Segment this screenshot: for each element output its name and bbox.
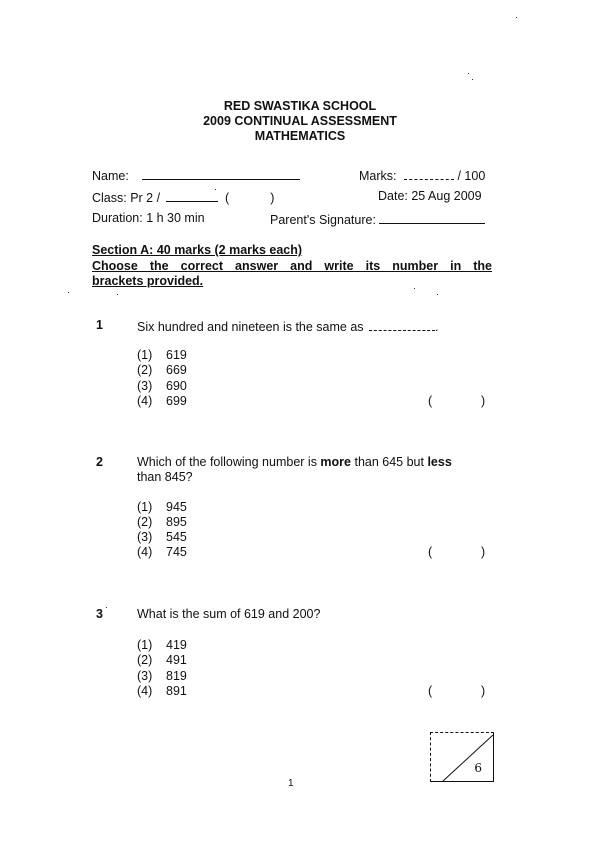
option-label: (4) [137, 394, 153, 408]
question-text: What is the sum of 619 and 200? [137, 607, 321, 621]
section-instruction-line1: Choose the correct answer and write its number in the [92, 259, 492, 273]
option-item [137, 545, 187, 559]
option-value: 491 [166, 653, 187, 667]
marks-label: Marks: [359, 169, 397, 183]
option-label: (2) [137, 363, 153, 377]
question-text [137, 455, 452, 469]
speck [117, 294, 118, 295]
section-title: Section A: 40 marks (2 marks each) [92, 243, 303, 257]
speck [516, 17, 517, 18]
exam-title: 2009 CONTINUAL ASSESSMENT [203, 114, 397, 128]
class-paren-open: ( [225, 191, 230, 205]
signature-blank[interactable] [379, 211, 485, 224]
marks-total: / 100 [457, 169, 486, 183]
answer-bracket-close: ) [481, 684, 486, 698]
question-1-text: Six hundred and nineteen is the same as [137, 320, 364, 334]
answer-blank [369, 318, 435, 331]
option-value: 819 [166, 669, 187, 683]
option-item [137, 515, 187, 529]
answer-bracket-open: ( [428, 545, 433, 559]
option-value: 619 [166, 348, 187, 362]
question-text-part: Which of the following number is [137, 455, 321, 469]
speck [414, 288, 415, 289]
option-value: 699 [166, 394, 187, 408]
name-blank[interactable] [142, 167, 300, 180]
signature-label: Parent's Signature: [270, 213, 376, 227]
option-item [137, 363, 187, 377]
score-box [430, 732, 494, 782]
speck [437, 294, 438, 295]
option-item [137, 638, 187, 652]
option-label: (3) [137, 530, 153, 544]
exam-date: Date: 25 Aug 2009 [378, 189, 482, 203]
option-label: (3) [137, 669, 153, 683]
school-name: RED SWASTIKA SCHOOL [223, 99, 377, 113]
question-number: 2 [96, 455, 103, 469]
question-number: 3 [96, 607, 103, 621]
option-value: 945 [166, 500, 187, 514]
answer-bracket-close: ) [481, 394, 486, 408]
speck [106, 607, 107, 608]
answer-bracket-open: ( [428, 684, 433, 698]
duration: Duration: 1 h 30 min [92, 211, 205, 225]
option-label: (4) [137, 545, 153, 559]
option-value: 745 [166, 545, 187, 559]
name-label: Name: [92, 169, 129, 183]
question-number: 1 [96, 318, 103, 332]
question-text-part: than 645 but [351, 455, 428, 469]
option-item [137, 669, 187, 683]
answer-box[interactable] [440, 682, 476, 698]
option-item [137, 653, 187, 667]
option-item [137, 348, 187, 362]
option-item [137, 684, 187, 698]
question-text: Six hundred and nineteen is the same as . [137, 320, 439, 334]
option-label: (3) [137, 379, 153, 393]
section-instruction-line2: brackets provided. [92, 274, 204, 288]
option-value: 419 [166, 638, 187, 652]
score-box-diagonal [431, 733, 495, 783]
class-label: Class: Pr 2 / [92, 191, 161, 205]
speck [472, 79, 473, 80]
option-label: (2) [137, 653, 153, 667]
marks-field [359, 167, 485, 183]
option-label: (4) [137, 684, 153, 698]
option-value: 891 [166, 684, 187, 698]
marks-blank[interactable] [404, 167, 454, 180]
answer-bracket-open: ( [428, 394, 433, 408]
page-number: 1 [288, 778, 294, 789]
option-item [137, 530, 187, 544]
score-box-value: 6 [474, 761, 482, 775]
signature-field [270, 211, 485, 227]
question-text-line2: than 845? [137, 470, 193, 484]
class-field [92, 189, 274, 205]
option-value: 545 [166, 530, 187, 544]
speck [215, 189, 216, 190]
emphasis-less: less [427, 455, 452, 469]
emphasis-more: more [320, 455, 351, 469]
option-value: 895 [166, 515, 187, 529]
name-field [92, 167, 300, 183]
option-label: (1) [137, 348, 153, 362]
subject-title: MATHEMATICS [254, 129, 346, 143]
answer-box[interactable] [440, 392, 476, 408]
speck [68, 292, 69, 293]
option-value: 669 [166, 363, 187, 377]
option-label: (1) [137, 500, 153, 514]
answer-box[interactable] [440, 543, 476, 559]
option-value: 690 [166, 379, 187, 393]
option-item [137, 500, 187, 514]
option-label: (1) [137, 638, 153, 652]
option-item [137, 379, 187, 393]
answer-bracket-close: ) [481, 545, 486, 559]
option-label: (2) [137, 515, 153, 529]
class-blank[interactable] [166, 189, 218, 202]
option-item [137, 394, 187, 408]
speck [468, 73, 469, 74]
class-paren-close: ) [270, 191, 275, 205]
